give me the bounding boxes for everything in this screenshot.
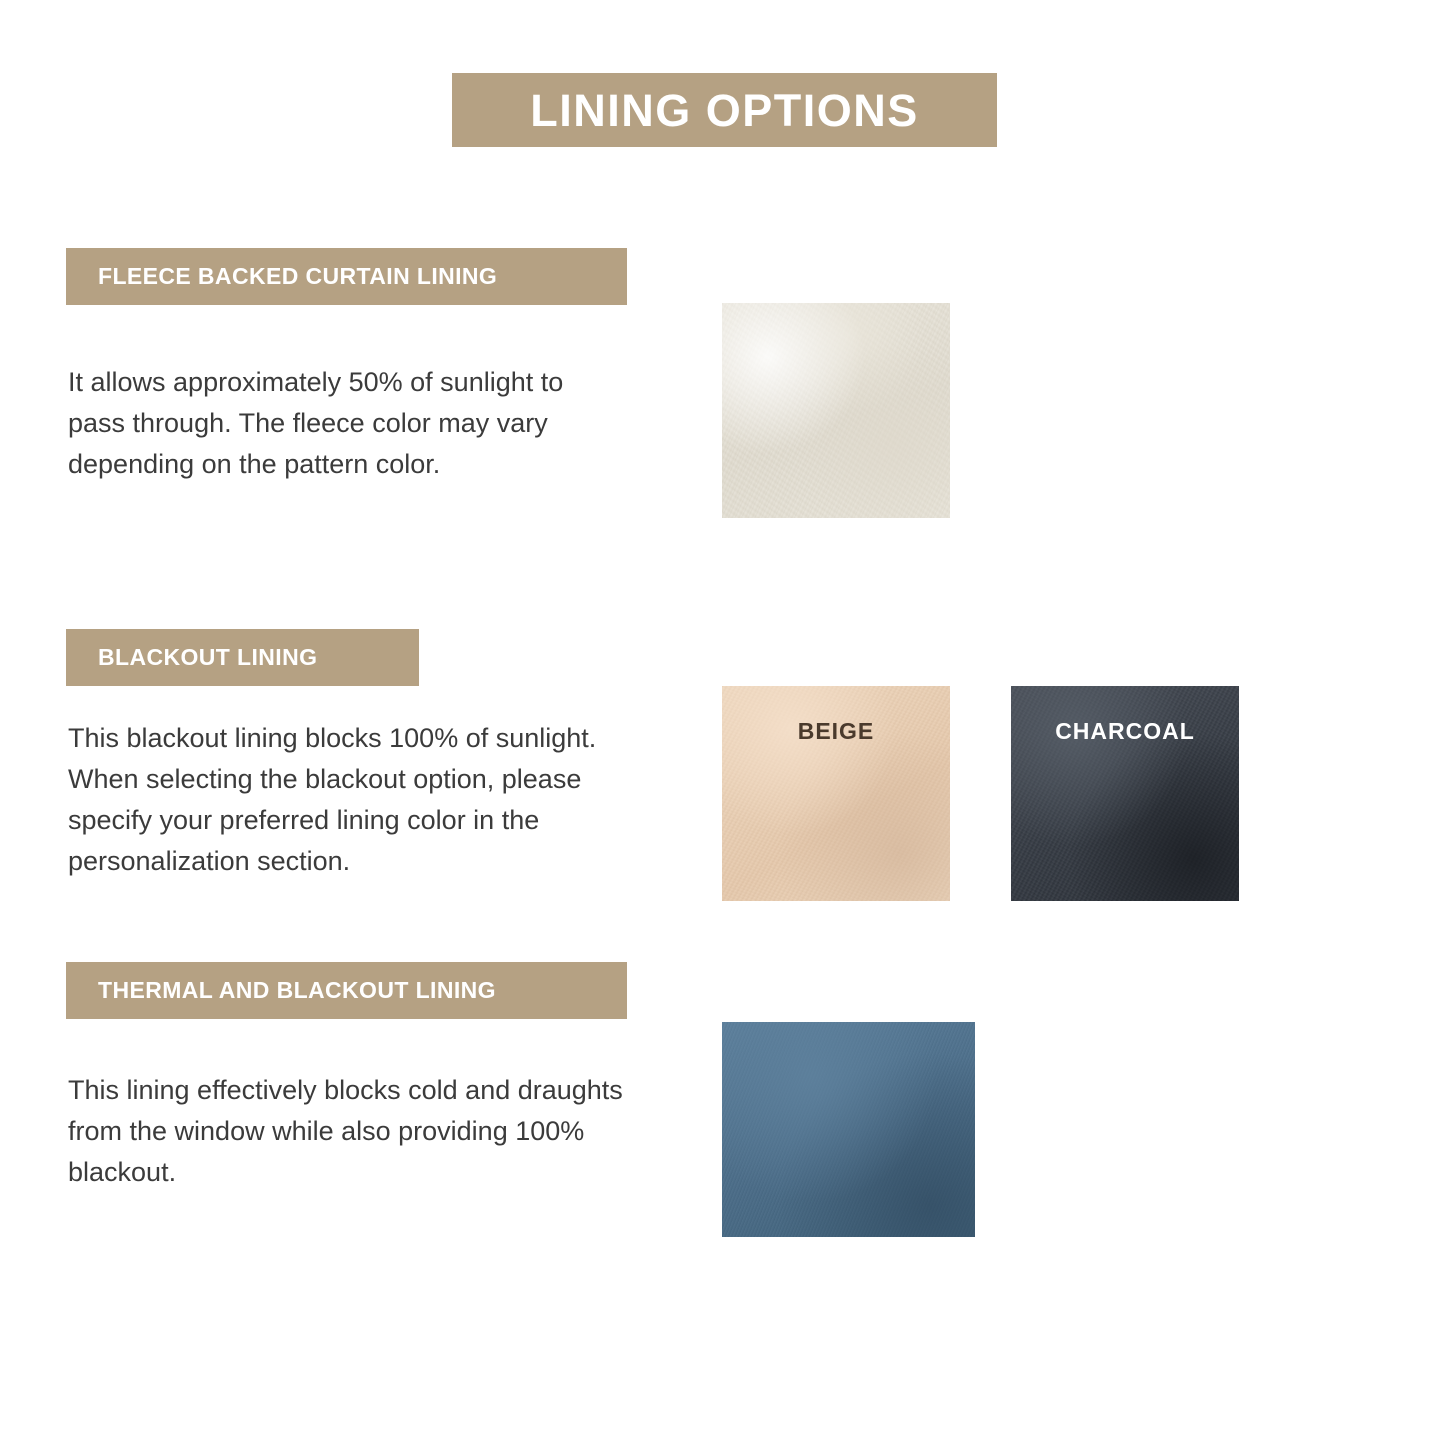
section-heading-thermal: [66, 962, 627, 1019]
section-heading-label: FLEECE BACKED CURTAIN LINING: [98, 263, 498, 289]
section-body-fleece: It allows approximately 50% of sunlight to pass through. The fleece color may vary depending on the pattern color.: [68, 367, 564, 479]
page-title-banner: [452, 73, 997, 147]
section-heading-blackout: [66, 629, 419, 686]
section-heading-label: BLACKOUT LINING: [98, 644, 318, 670]
section-body-thermal: This lining effectively blocks cold and draughts from the window while also providing 100% blackout.: [68, 1075, 623, 1187]
page-title: LINING OPTIONS: [530, 84, 919, 136]
swatch-beige: [722, 686, 950, 901]
swatch-fleece: [722, 303, 950, 518]
section-body-blackout: This blackout lining blocks 100% of sunlight. When selecting the blackout option, please specify your preferred lining color in the personalization section.: [68, 723, 597, 876]
swatch-label-charcoal: CHARCOAL: [1055, 718, 1195, 744]
section-heading-label: THERMAL AND BLACKOUT LINING: [98, 977, 496, 1003]
swatch-charcoal: [1011, 686, 1239, 901]
swatch-label-beige: BEIGE: [797, 718, 875, 744]
swatch-thermal: [722, 1022, 975, 1237]
section-heading-fleece: [66, 248, 627, 305]
